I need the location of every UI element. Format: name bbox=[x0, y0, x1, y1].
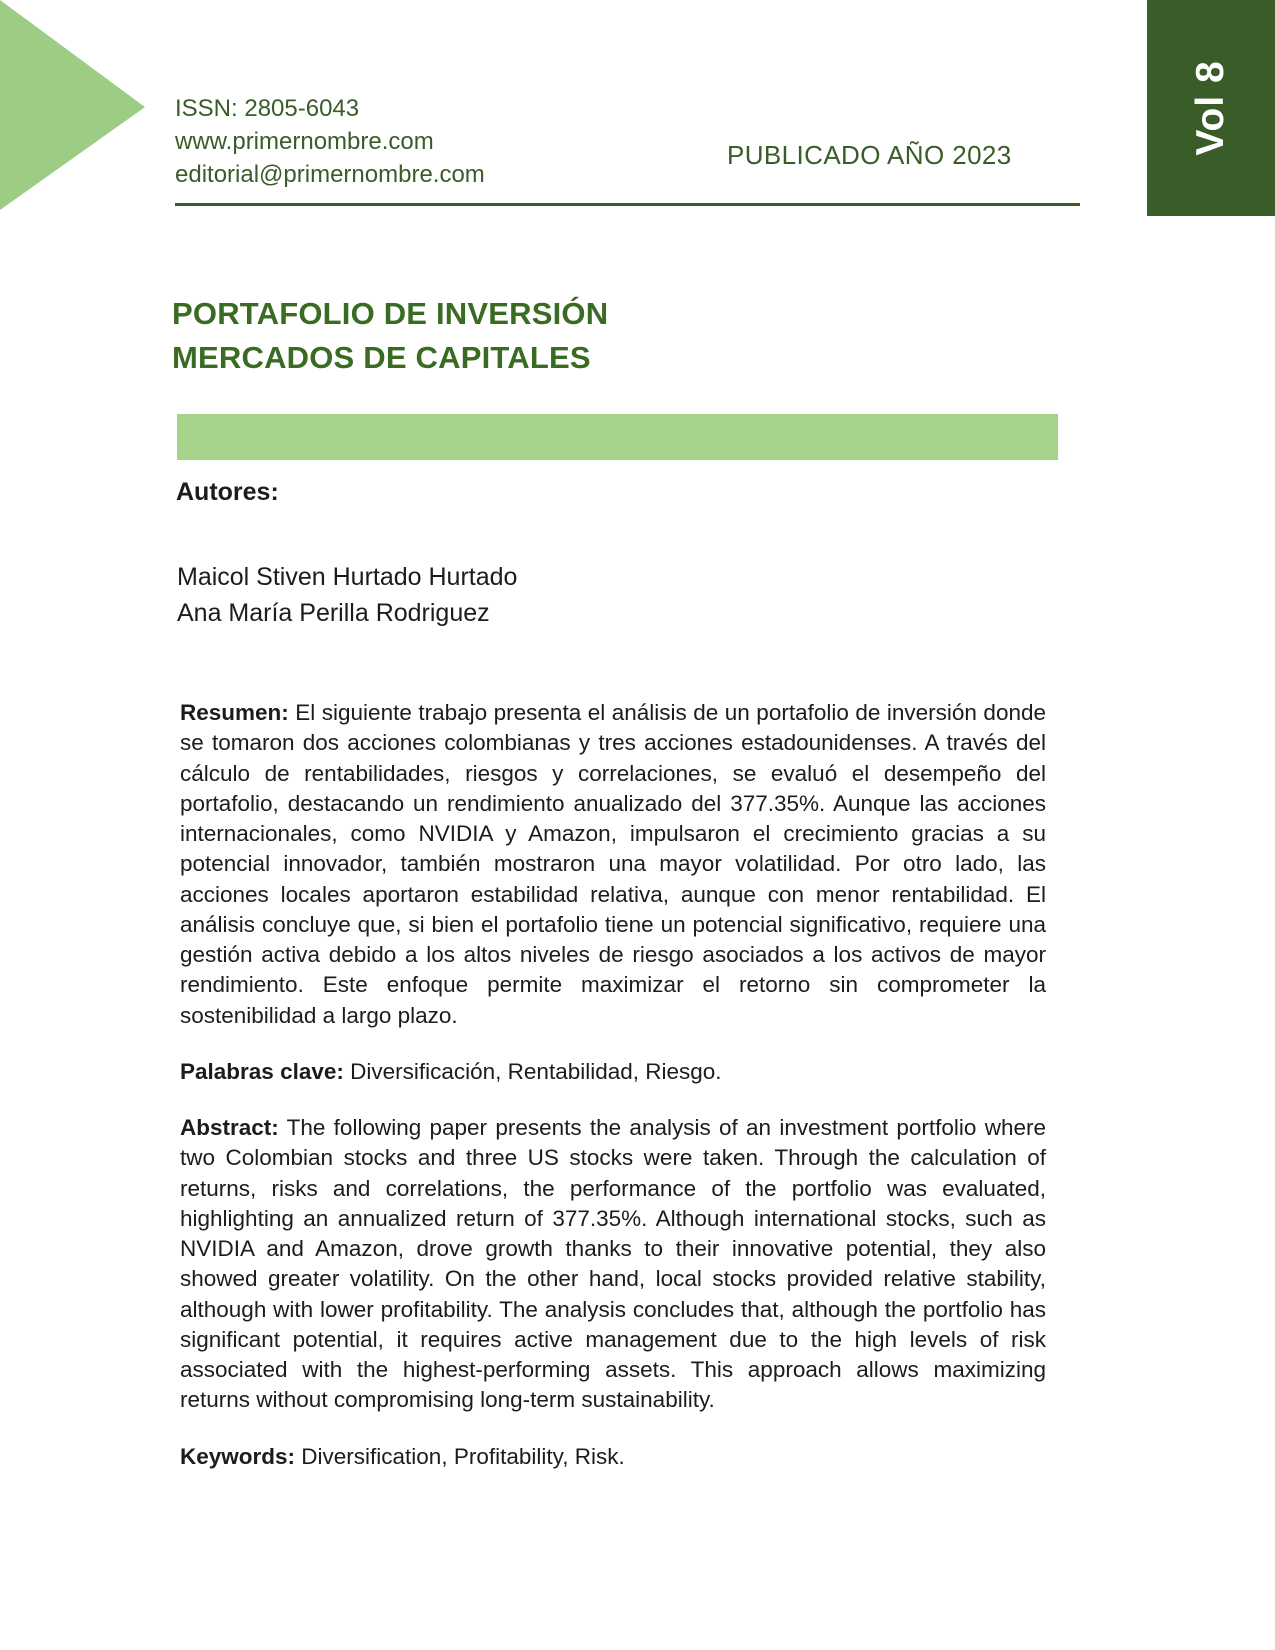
palabras-clave-paragraph bbox=[180, 1057, 1046, 1087]
published-year-text: PUBLICADO AÑO 2023 bbox=[727, 140, 1012, 170]
keywords-text: Diversification, Profitability, Risk. bbox=[295, 1443, 625, 1469]
authors-list bbox=[177, 560, 517, 631]
abstract-text: The following paper presents the analysis of an investment portfolio where two Colombian stocks and three US stocks were taken. Through the calculation of returns, risks and correlations, the performance of the portfolio was evaluated, highlighting an annualized return of 377.35%. Although international stocks, such as NVIDIA and Amazon, drove growth thanks to their innovative potential, they also showed greater volatility. On the other hand, local stocks provided relative stability, although with lower profitability. The analysis concludes that, although the portfolio has significant potential, it requires active management due to the high levels of risk associated with the highest-performing assets. This approach allows maximizing returns without compromising long-term sustainability. bbox=[180, 1115, 1046, 1413]
resumen-label: Resumen: bbox=[180, 700, 289, 725]
keywords-paragraph bbox=[180, 1442, 1046, 1472]
volume-label: Vol 8 bbox=[1189, 60, 1232, 156]
title-accent-bar bbox=[177, 414, 1058, 460]
masthead-contact-block bbox=[175, 92, 485, 191]
resumen-text: El siguiente trabajo presenta el análisis de un portafolio de inversión donde se tomaron dos acciones colombianas y tres acciones estadounidenses. A través del cálculo de rentabilidades, riesgos y correlaciones, se evaluó el desempeño del portafolio, destacando un rendimiento anualizado del 377.35%. Aunque las acciones internacionales, como NVIDIA y Amazon, impulsaron el crecimiento gracias a su potencial innovador, también mostraron una mayor volatilidad. Por otro lado, las acciones locales aportaron estabilidad relativa, aunque con menor rentabilidad. El análisis concluye que, si bien el portafolio tiene un potencial significativo, requiere una gestión activa debido a los altos niveles de riesgo asociados a los activos de mayor rendimiento. Este enfoque permite maximizar el retorno sin comprometer la sostenibilidad a largo plazo. bbox=[180, 700, 1046, 1028]
volume-banner bbox=[1147, 0, 1275, 216]
keywords-label: Keywords: bbox=[180, 1443, 296, 1469]
authors-heading: Autores: bbox=[176, 478, 279, 506]
header-divider bbox=[175, 203, 1080, 206]
website-text: www.primernombre.com bbox=[175, 128, 434, 156]
abstract-label: Abstract: bbox=[180, 1115, 279, 1140]
email-text: editorial@primernombre.com bbox=[175, 161, 485, 189]
resumen-paragraph bbox=[180, 698, 1046, 1031]
page-title-line-1: PORTAFOLIO DE INVERSIÓN bbox=[172, 296, 609, 331]
chevron-right-decoration-icon bbox=[0, 0, 145, 210]
abstract-paragraph bbox=[180, 1113, 1046, 1416]
issn-text: ISSN: 2805-6043 bbox=[175, 95, 360, 122]
abstract-column bbox=[180, 698, 1046, 1498]
page-title-line-2: MERCADOS DE CAPITALES bbox=[172, 340, 591, 376]
palabras-clave-text: Diversificación, Rentabilidad, Riesgo. bbox=[343, 1058, 722, 1084]
author-name: Maicol Stiven Hurtado Hurtado bbox=[177, 563, 518, 591]
palabras-clave-label: Palabras clave: bbox=[180, 1058, 344, 1084]
author-name: Ana María Perilla Rodriguez bbox=[177, 598, 490, 627]
page-title bbox=[172, 292, 1072, 380]
